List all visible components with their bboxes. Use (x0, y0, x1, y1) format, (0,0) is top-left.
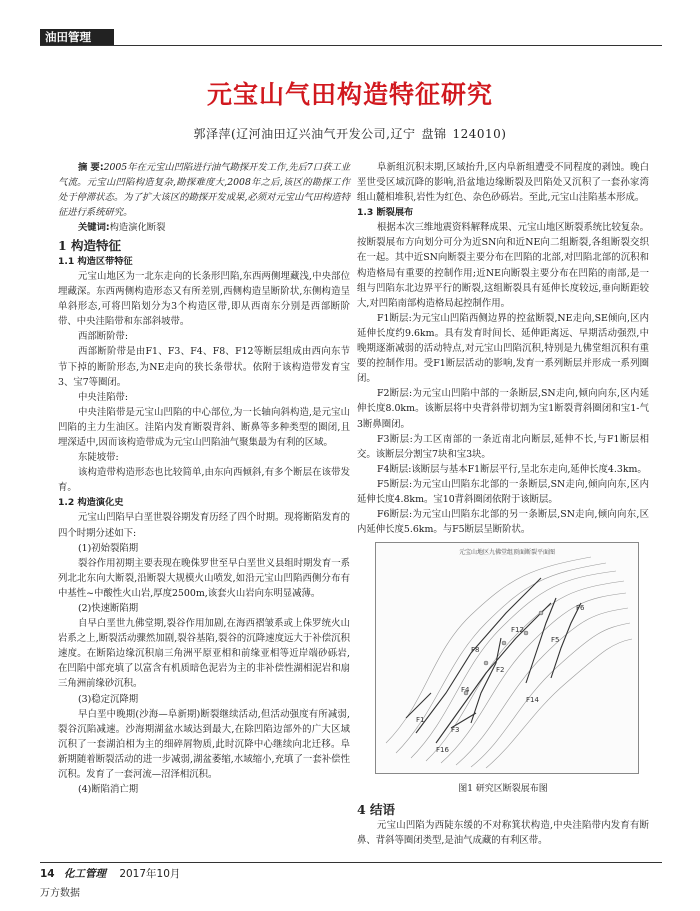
article-title: 元宝山气田构造特征研究 (206, 80, 493, 109)
paragraph-conclusion: 元宝山凹陷为西陡东缓的不对称箕状构造,中央洼陷带内发育有断鼻、背斜等圈闭类型,是油气成藏的有利区带。 (357, 820, 649, 847)
paragraph: 自早白垩世九佛堂期,裂谷作用加剧,在海西褶皱系或上侏罗统火山岩系之上,断裂活动骤然加剧,裂谷基陷,裂谷的沉降速度远大于补偿沉积速度。在断陷边缘沉积扇三角洲平原亚相和前缘亚相等近岸端砂砾岩,在凹陷中部充填了以富含有机质暗色泥岩为主的非补偿性湖相泥岩和扇三角洲前缘砂沉积。 (58, 618, 350, 690)
paragraph-f5: F5断层:为元宝山凹陷东北部的一条断层,SN走向,倾向向东,区内延伸长度4.8km。宝10背斜圈闭依附于该断层。 (357, 478, 649, 505)
heading-4: 4 结语 (357, 802, 396, 818)
left-column (58, 160, 350, 797)
abstract-label: 摘 要: (78, 162, 104, 173)
abstract (58, 160, 350, 220)
fault-label-f3: F3 (451, 726, 460, 735)
right-column (357, 160, 649, 849)
subhead-west: 西部断阶带: (78, 331, 129, 343)
fault-label-f4: F4 (461, 686, 470, 695)
footer (40, 866, 180, 881)
fault-label-f2: F2 (496, 666, 505, 675)
fault-map-figure (375, 542, 639, 774)
subhead-center: 中央洼陷带: (78, 391, 129, 403)
paragraph-f6: F6断层:为元宝山凹陷东北部的另一条断层,SN走向,倾向向东,区内延伸长度5.6km。与F5断层呈断阶状。 (357, 509, 649, 536)
fault-map-drawing (376, 543, 638, 773)
stage-3-title: (3)稳定沉降期 (78, 693, 139, 705)
paragraph: 元宝山地区为一北东走向的长条形凹陷,东西两侧埋藏浅,中央部位埋藏深。东西两侧构造形态又有所差别,西侧构造呈断阶状,东侧构造呈单斜形态,可将凹陷划分为3个构造区带,即从西南东分别是西部断阶带、中央洼陷带和东部斜坡带。 (58, 271, 350, 328)
fault-label-f16: F16 (436, 746, 449, 755)
fault-label-f12: F12 (511, 626, 524, 635)
heading-1-2: 1.2 构造演化史 (58, 497, 124, 509)
paragraph: 该构造带构造形态也比较简单,由东向西倾斜,有多个断层在该带发育。 (58, 467, 350, 494)
paragraph-f4: F4断层:该断层与基本F1断层平行,呈北东走向,延伸长度4.3km。 (377, 463, 647, 475)
keywords-text: 构造演化断裂 (109, 222, 166, 233)
paragraph-f1: F1断层:为元宝山凹陷西侧边界的控盆断裂,NE走向,SE倾向,区内延伸长度约9.6km。具有发育时间长、延伸距离远、早期活动强烈,中晚期逐渐减弱的活动特点,对元宝山凹陷沉积,特别是九佛堂组沉积有重要的控制作用。受F1断层活动的影响,发育一系列断层并形成一系列圈闭。 (357, 312, 649, 385)
paragraph: 元宝山凹陷早白垩世裂谷期发育历经了四个时期。现将断陷发育的四个时期分述如下: (58, 512, 350, 539)
paragraph: 根据本次三维地震资料解释成果、元宝山地区断裂系统比较复杂。按断裂展布方向划分可分为近SN向和近NE向二组断裂,各组断裂交织在一起。其中近SN向断裂主要分布在凹陷的北部,对凹陷北部的沉积和构造格局有重要的控制作用;近NE向断裂主要分布在凹陷的南部,是一组与凹陷东北边界平行的断裂,这组断裂具有延伸长度较远,垂向断距较大,对凹陷南部构造格局起控制作用。 (357, 222, 649, 309)
stage-2-title: (2)快速断陷期 (78, 602, 139, 614)
fault-label-f8: F8 (471, 646, 480, 655)
paragraph-f2: F2断层:为元宝山凹陷中部的一条断层,SN走向,倾向向东,区内延伸长度8.0km。该断层将中央背斜带切割为宝1断裂背斜圈闭和宝1-气3断鼻圈闭。 (357, 388, 649, 430)
stage-1-title: (1)初始裂陷期 (78, 542, 139, 554)
page-number: 14 (40, 868, 55, 880)
keywords-label: 关键词: (78, 222, 110, 233)
journal-name: 化工管理 (63, 868, 106, 880)
heading-1-3: 1.3 断裂展布 (357, 207, 414, 219)
source-watermark: 万方数据 (40, 888, 80, 899)
subhead-east: 东陡坡带: (78, 452, 119, 464)
paragraph: 西部断阶带是由F1、F3、F4、F8、F12等断层组成由西向东节节下掉的断阶形态,为NE走向的狭长条带状。依附于该构造带发育宝3、宝7等圈闭。 (58, 346, 350, 388)
paragraph: 中央洼陷带是元宝山凹陷的中心部位,为一长轴向斜构造,是元宝山凹陷的主力生油区。洼陷内发育断裂背斜、断鼻等多种类型的圈闭,且埋深适中,因而该构造带成为元宝山凹陷油气聚集最为有利的区域。 (58, 406, 350, 449)
keywords (58, 220, 350, 235)
stage-4-title: (4)断陷消亡期 (78, 784, 139, 796)
city: 盘锦 (421, 127, 447, 141)
section-tag: 油田管理 (40, 29, 114, 45)
figure-caption: 图1 研究区断裂展布图 (458, 784, 548, 795)
fault-label-f14: F14 (526, 696, 539, 705)
heading-1-1: 1.1 构造区带特征 (58, 256, 133, 267)
paragraph: 阜新组沉积末期,区域抬升,区内阜新组遭受不同程度的剥蚀。晚白垩世受区域沉降的影响,沿盆地边缘断裂及凹陷处又沉积了一套孙家湾组山麓相堆积,岩性为红色、杂色砂砾岩。至此,元宝山洼陷基本形成。 (357, 162, 649, 204)
fault-label-f6: F6 (576, 604, 585, 613)
postcode: 124010) (452, 127, 507, 141)
issue-date: 2017年10月 (119, 868, 181, 880)
paragraph: 早白垩中晚期(沙海—阜新期)断裂继续活动,但活动强度有所减弱,裂谷沉陷减速。沙海期湖盆水域达到最大,在除凹陷边部外的广大区域沉积了一套湖泊相为主的细碎屑物质,此时沉降中心继续向北迁移。阜新期随着断裂活动的进一步减弱,湖盆萎缩,水域缩小,充填了一套补偿性沉积。发育了一套河流—沼泽相沉积。 (58, 708, 350, 780)
paragraph-f3: F3断层:为工区南部的一条近南北向断层,延伸不长,与F1断层相交。该断层分割宝7块和宝3块。 (357, 433, 649, 460)
author-affiliation: 郭泽萍(辽河油田辽兴油气开发公司,辽宁 (193, 127, 416, 141)
abstract-text: 2005年在元宝山凹陷进行油气勘探开发工作,先后7口获工业气流。元宝山凹陷构造复杂,勘探难度大,2008年之后,该区的勘探工作处于停滞状态。为了扩大该区的勘探开发成果,必须对元宝山气田构造特征进行系统研究。 (58, 162, 350, 218)
footer-rule (40, 862, 662, 863)
fault-label-f5: F5 (551, 636, 560, 645)
heading-1: 1 构造特征 (58, 238, 122, 253)
paragraph: 裂谷作用初期主要表现在晚侏罗世至早白垩世义县组时期发育一系列北北东向大断裂,沿断裂大规模火山喷发,如沿元宝山凹陷西侧分布有中基性~中酸性火山岩,厚度2500m,该套火山岩向东明显减薄。 (58, 557, 350, 599)
byline (0, 125, 700, 142)
figure-inner-title: 元宝山地区九佛堂组顶面断裂平面图 (458, 549, 555, 557)
fault-label-f1: F1 (416, 716, 425, 725)
header-bar (40, 29, 662, 46)
